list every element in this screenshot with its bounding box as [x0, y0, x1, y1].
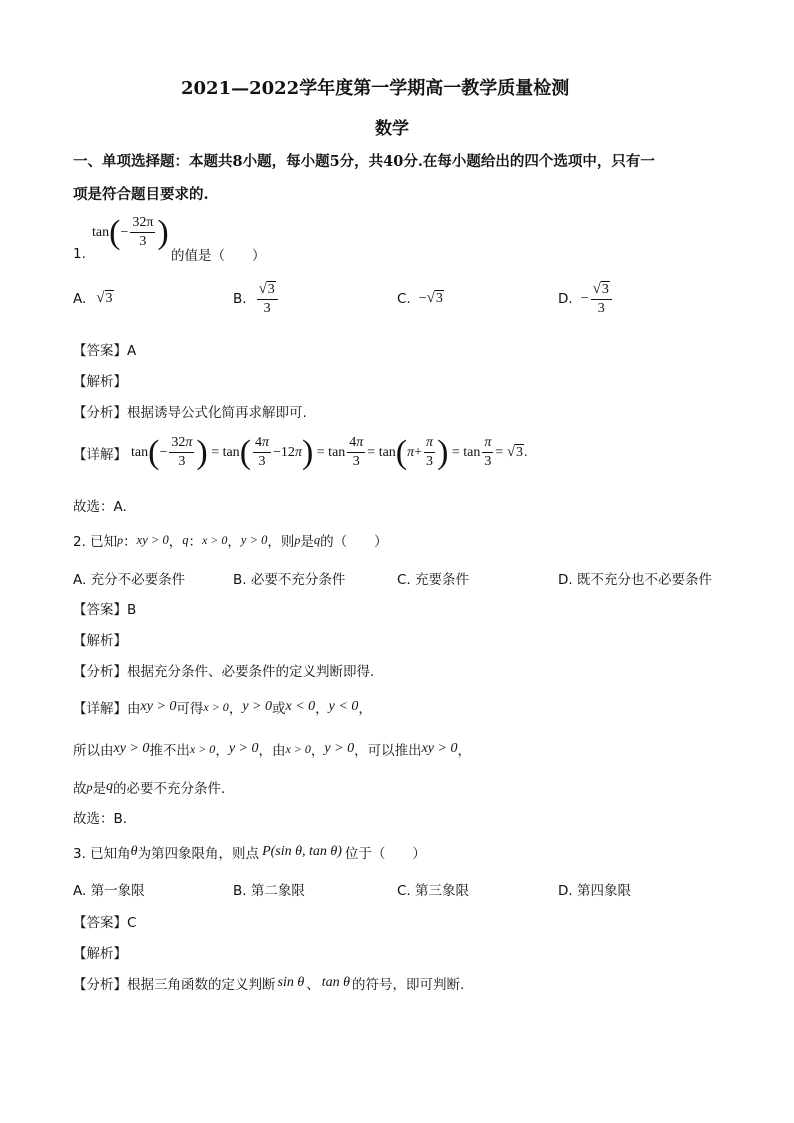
q2-jiexi: 【解析】 — [73, 633, 127, 649]
q1-option-a: A. √ 3 — [73, 290, 113, 307]
q3-option-d: D. 第四象限 — [558, 883, 631, 899]
q1-number: 1. — [73, 246, 86, 262]
q3-answer: 【答案】C — [73, 915, 137, 931]
q3-option-a: A. 第一象限 — [73, 883, 145, 899]
q2-answer: 【答案】B — [73, 602, 137, 618]
q2-option-a: A. 充分不必要条件 — [73, 572, 186, 588]
q2-option-b: B. 必要不充分条件 — [233, 572, 346, 588]
q1-option-b: B. $\frac{√3}{3}$ — [233, 280, 280, 318]
section-heading-line2: 项是符合题目要求的. — [73, 186, 209, 203]
page-title: 2021—2022学年度第一学期高一教学质量检测 — [181, 78, 570, 99]
q1-option-d: D. − $\frac{√3}{3}$ — [558, 280, 614, 318]
q1-jiexi: 【解析】 — [73, 374, 127, 390]
q1-expression: tan ( − $\frac{32\pi}{3}$ ) — [92, 213, 169, 251]
q1-conclusion: 故选：A. — [73, 499, 127, 515]
subject-title: 数学 — [375, 119, 409, 139]
q3-analysis: 【分析】根据三角函数的定义判断 sin θ 、 tan θ 的符号，即可判断. — [73, 975, 465, 993]
section-heading-line1: 一、单项选择题：本题共8小题，每小题5分，共40分.在每小题给出的四个选项中，只有一 — [73, 153, 655, 170]
q2-conclusion: 故选：B. — [73, 811, 128, 827]
q3-jiexi: 【解析】 — [73, 946, 127, 962]
q2-detail-line3: 故 p 是 q 的必要不充分条件. — [73, 779, 226, 797]
q3-stem: 3. 已知角 θ 为第四象限角，则点 P(sin θ, tan θ) 位于（ ） — [73, 844, 426, 862]
q1-analysis: 【分析】根据诱导公式化简再求解即可. — [73, 405, 307, 421]
q2-option-c: C. 充要条件 — [397, 572, 470, 588]
q1-suffix: 的值是（ ） — [171, 248, 266, 264]
q2-option-d: D. 既不充分也不必要条件 — [558, 572, 712, 588]
q1-answer: 【答案】A — [73, 343, 137, 359]
q1-fraction: $\frac{32\pi}{3}$ — [132, 215, 154, 249]
q2-analysis: 【分析】根据充分条件、必要条件的定义判断即得. — [73, 664, 375, 680]
q3-option-c: C. 第三象限 — [397, 883, 470, 899]
q2-stem: 2. 已知 p ： xy > 0 ， q ： x > 0 ， y > 0 ，则 p 是 q 的（ ） — [73, 532, 388, 550]
q3-option-b: B. 第二象限 — [233, 883, 305, 899]
q2-detail-line1: 【详解】由 xy > 0 可得 x > 0 ， y > 0 或 x < 0 ， y < 0 ， — [73, 699, 372, 717]
q1-option-c: C. − √ 3 — [397, 290, 443, 307]
q2-detail-line2: 所以由 xy > 0 推不出 x > 0 ， y > 0 ，由 x > 0 ， y > 0 ，可以推出 xy > 0 ， — [73, 741, 471, 759]
q1-detail: 【详解】 tan ( − $\frac{32\pi}{3}$ ) = tan ( $\frac{4\pi}{3}$ −12π ) = tan $\frac{4\pi}{3}$ = tan ( π+ $\frac{\pi}{3}$ ) = tan $\frac{\pi}{3}$ = √ 3 . — [73, 433, 528, 471]
